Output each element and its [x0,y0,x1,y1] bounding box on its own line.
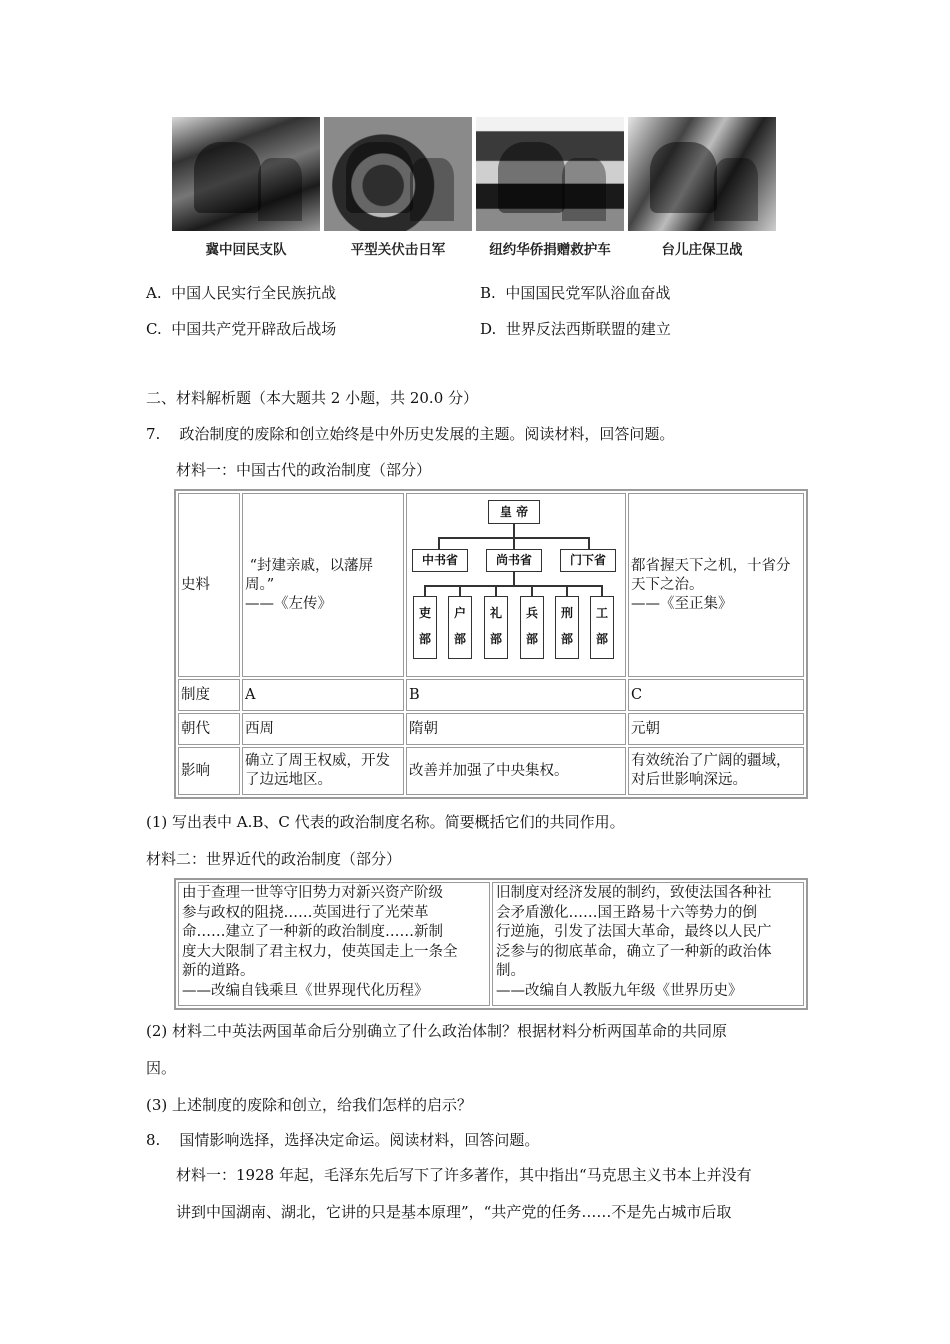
system-b: B [406,679,626,711]
source-zhizhengji: 都省握天下之机，十省分 天下之治。 ——《至正集》 [628,493,804,677]
material-2-title: 材料二：世界近代的政治制度（部分） [146,850,402,868]
row-label-yingxiang: 影响 [178,747,240,795]
impact-b: 改善并加强了中央集权。 [406,747,626,795]
photo-jizhong-hui-detachment [172,117,320,231]
question-7-sub-2-cont: 因。 [146,1059,177,1077]
photo-strip [172,117,776,231]
ministry-hu-box: 户 部 [448,596,472,659]
photo-pingxingguan-ambush [324,117,472,231]
shangshu-box: 尚书省 [486,549,542,572]
dynasty-c: 元朝 [628,713,804,745]
option-c: C. 中国共产党开辟敌后战场 [146,320,337,338]
question-7-sub-2: (2) 材料二中英法两国革命后分别确立了什么政治体制？根据材料分析两国革命的共同原 [146,1022,728,1040]
question-7-sub-1: (1) 写出表中 A.B、C 代表的政治制度名称。简要概括它们的共同作用。 [146,813,625,831]
question-8-material-1-cont: 讲到中国湖南、湖北，它讲的只是基本原理”，“共产党的任务……不是先占城市后取 [176,1203,732,1221]
row-label-zhidu: 制度 [178,679,240,711]
menxia-box: 门下省 [560,549,616,572]
system-a: A [242,679,404,711]
ministry-li-rites-box: 礼 部 [484,596,508,659]
impact-c: 有效统治了广阔的疆域， 对后世影响深远。 [628,747,804,795]
photo-caption: 纽约华侨捐赠救护车 [489,242,611,258]
photo-taierzhuang-battle [628,117,776,231]
source-zuozhuan: “封建亲戚，以藩屏 周。” ——《左传》 [242,493,404,677]
question-8-stem: 8. 国情影响选择，选择决定命运。阅读材料，回答问题。 [146,1131,540,1149]
question-8-material-1: 材料一：1928 年起，毛泽东先后写下了许多著作，其中指出“马克思主义书本上并没有 [176,1166,752,1184]
system-c: C [628,679,804,711]
ministry-li-personnel-box: 吏 部 [413,596,437,659]
sui-system-diagram [406,493,626,677]
photo-caption: 平型关伏击日军 [350,242,446,258]
material-1-title: 材料一：中国古代的政治制度（部分） [176,461,432,479]
dynasty-a: 西周 [242,713,404,745]
row-label-shiliao: 史料 [178,493,240,677]
option-b: B. 中国国民党军队浴血奋战 [480,284,671,302]
question-7-stem: 7. 政治制度的废除和创立始终是中外历史发展的主题。阅读材料，回答问题。 [146,425,675,443]
option-d: D. 世界反法西斯联盟的建立 [480,320,671,338]
question-7-sub-3: (3) 上述制度的废除和创立，给我们怎样的启示？ [146,1096,473,1114]
row-label-chaodai: 朝代 [178,713,240,745]
photo-caption: 台儿庄保卫战 [661,242,743,258]
dynasty-b: 隋朝 [406,713,626,745]
england-material: 由于查理一世等守旧势力对新兴资产阶级 参与政权的阻挠……英国进行了光荣革 命……建立了一种新的政治制度……新制 度大大限制了君主权力，使英国走上一条全 新的道路。 ——改编自钱乘旦《世界现代化历程》 [178,882,490,1006]
ministry-gong-box: 工 部 [590,596,614,659]
impact-a: 确立了周王权威，开发 了边远地区。 [242,747,404,795]
emperor-box: 皇 帝 [488,500,540,524]
france-material: 旧制度对经济发展的制约，致使法国各种社 会矛盾激化……国王路易十六等势力的倒 行逆施，引发了法国大革命，最终以人民广 泛参与的彻底革命，确立了一种新的政治体 制。 ——改编自人教版九年级《世界历史》 [492,882,804,1006]
political-system-table [174,489,808,799]
photo-newyork-ambulance [476,117,624,231]
three-departments-six-ministries-diagram [407,496,625,674]
ministry-xing-box: 刑 部 [555,596,579,659]
option-a: A. 中国人民实行全民族抗战 [146,284,337,302]
modern-political-system-table [174,878,808,1010]
ministry-bing-box: 兵 部 [520,596,544,659]
zhongshu-box: 中书省 [412,549,468,572]
section-title: 二、材料解析题（本大题共 2 小题，共 20.0 分） [146,389,479,407]
photo-caption: 冀中回民支队 [205,242,287,258]
